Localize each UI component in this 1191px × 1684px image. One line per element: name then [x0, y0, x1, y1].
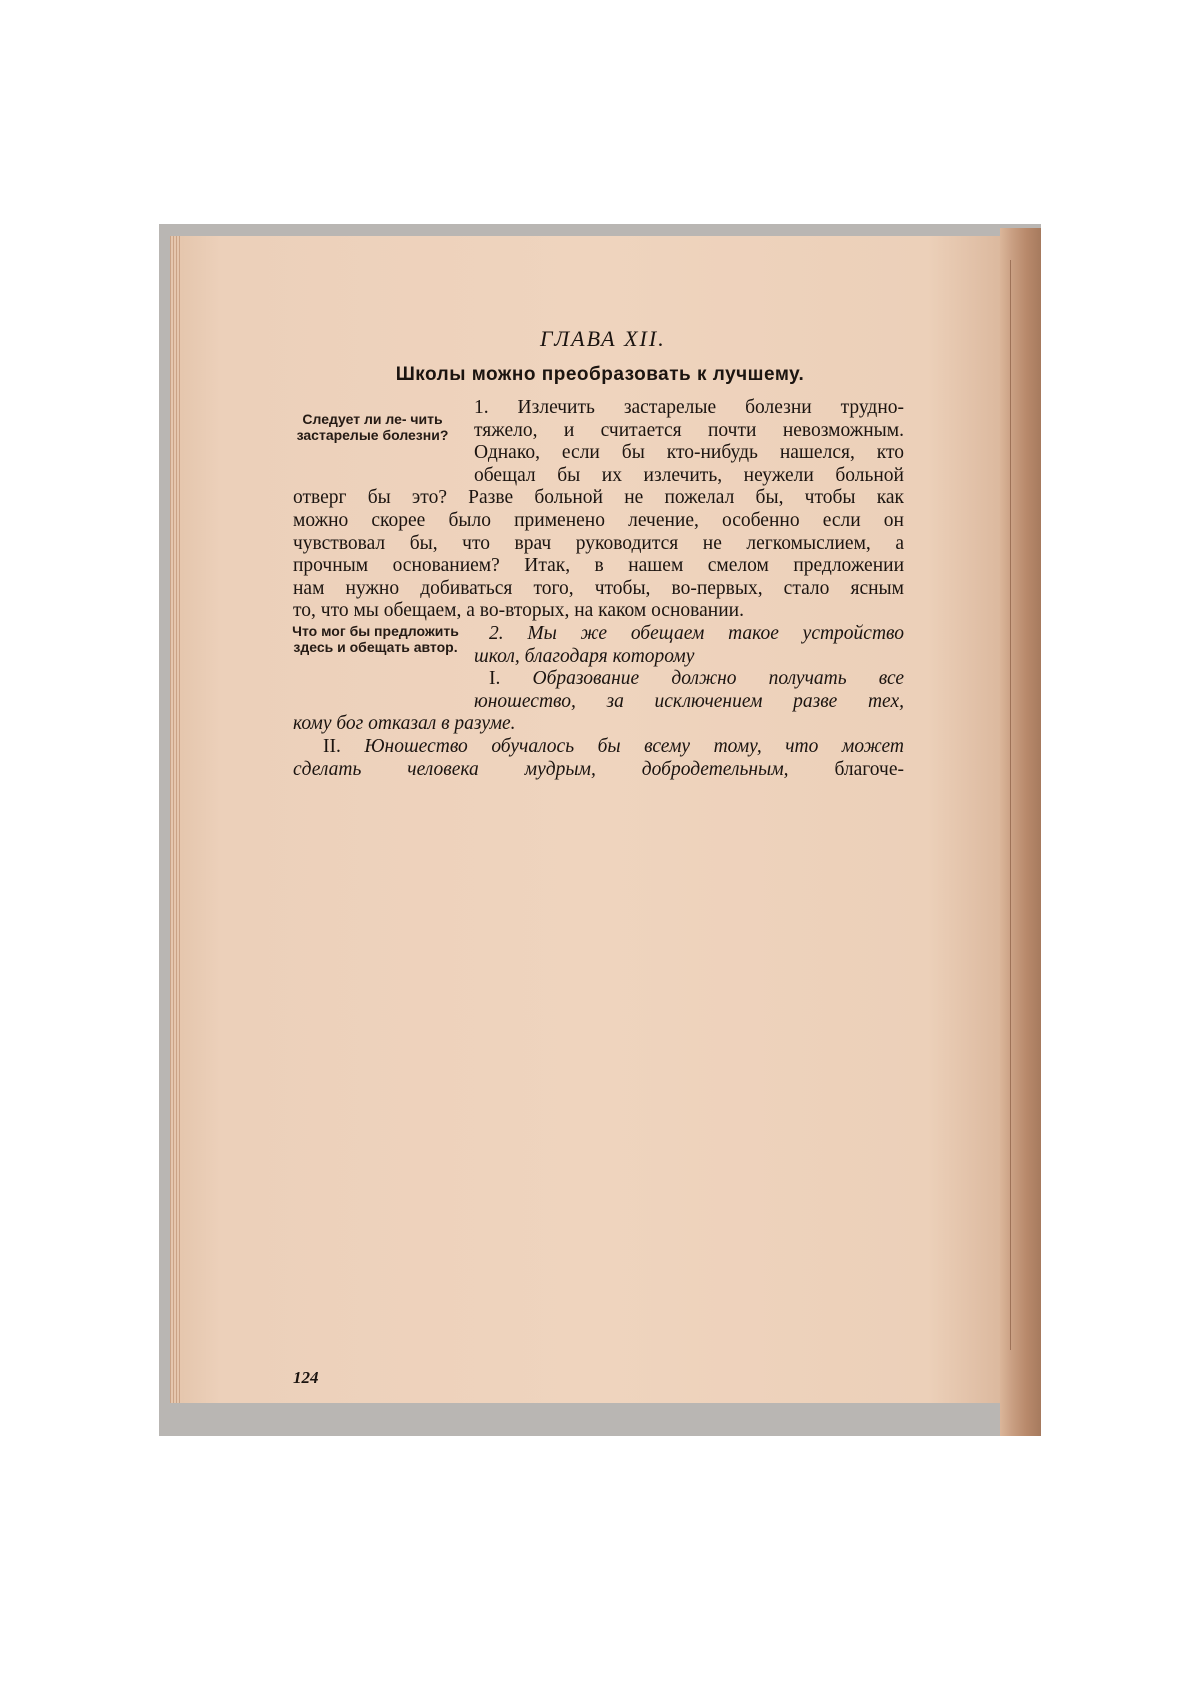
text-line: прочным основанием? Итак, в нашем смелом предложении: [293, 555, 904, 577]
book-gutter: [1000, 228, 1041, 1436]
italic-text: юношество, за исключением разве тех,: [474, 690, 904, 712]
page-number: 124: [293, 1368, 319, 1387]
text-line: чувствовал бы, что врач руководится не легкомыслием, а: [293, 532, 904, 554]
text-line: 1. Излечить застарелые болезни трудно-: [474, 397, 904, 418]
italic-text: школ, благодаря которому: [474, 645, 695, 667]
margin-note: Следует ли ле- чить застарелые болезни?: [296, 411, 449, 443]
text-line: [293, 759, 904, 782]
text-line: то, что мы обещаем, а во-вторых, на каком основании.: [293, 600, 744, 622]
italic-text: Образование должно получать все: [532, 668, 905, 690]
text-line: Однако, если бы кто-нибудь нашелся, кто: [474, 442, 904, 464]
list-marker: II.: [323, 735, 365, 757]
chapter-title: Школы можно преобразовать к лучшему.: [395, 364, 805, 385]
italic-text: 2. Мы же обещаем такое устройство: [489, 622, 904, 644]
text-line: нам нужно добиваться того, чтобы, во-первых, стало ясным: [293, 577, 904, 599]
text-line: [293, 691, 904, 714]
text-line: [293, 713, 904, 736]
text-line: тяжело, и считается почти невозможным.: [474, 419, 904, 441]
plain-text: благоче-: [788, 758, 904, 780]
chapter-label: ГЛАВА XII.: [540, 326, 666, 351]
italic-text: кому бог отказал в разуме.: [293, 713, 516, 735]
list-marker: I.: [489, 668, 533, 690]
gutter-line: [1010, 260, 1011, 1350]
text-line: [293, 736, 904, 759]
text-line: обещал бы их излечить, неужели больной: [474, 464, 904, 486]
page-edges: [170, 236, 182, 1403]
text-line: [293, 623, 904, 646]
text-line: [293, 668, 904, 691]
italic-text: сделать человека мудрым, добродетельным,: [293, 758, 789, 780]
margin-note: Что мог бы предложить здесь и обещать автор.: [292, 623, 459, 655]
text-line: можно скорее было применено лечение, особенно если он: [293, 509, 904, 531]
italic-text: Юношество обучалось бы всему тому, что может: [364, 735, 904, 757]
text-line: отверг бы это? Разве больной не пожелал бы, чтобы как: [293, 487, 904, 509]
chapter-body: [293, 397, 904, 781]
text-line: [293, 646, 904, 669]
